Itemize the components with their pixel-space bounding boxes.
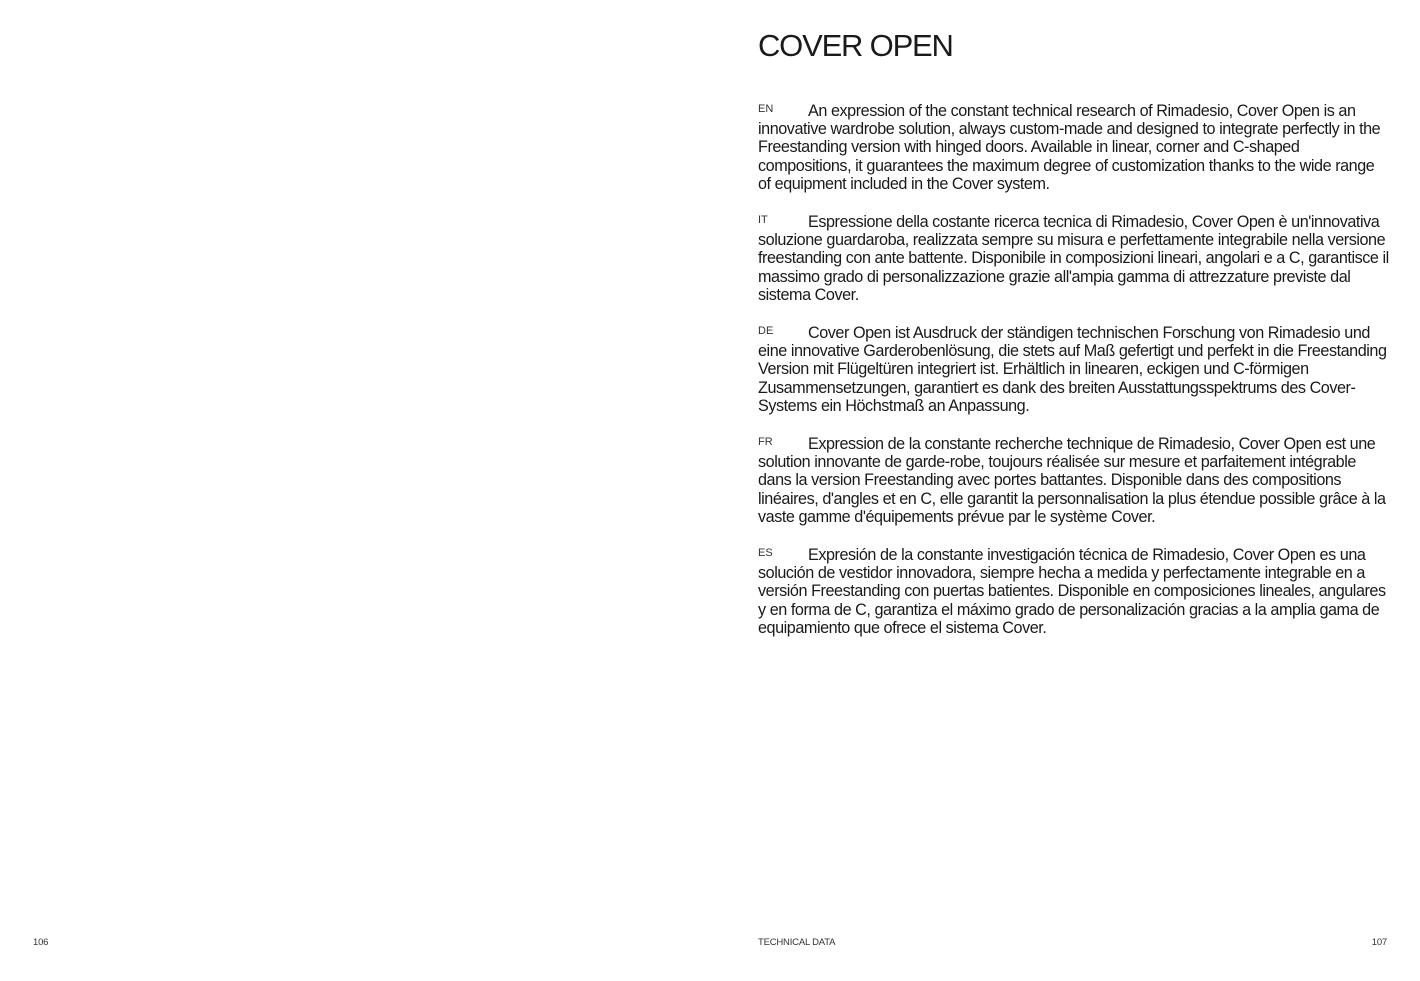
language-code-it: IT	[758, 214, 768, 227]
section-label: TECHNICAL DATA	[758, 937, 836, 948]
paragraph-it	[758, 211, 1390, 304]
page-title: COVER OPEN	[758, 28, 953, 63]
paragraph-text-de: Cover Open ist Ausdruck der ständigen technischen Forschung von Rimadesio und eine innovative Garderobenlösung, die stets auf Maß gefertigt und perfekt in die Freestanding Version mit Flügeltüren integriert ist. Erhältlich in linearen, eckigen und C-förmigen Zusammensetzungen, garantiert es dank des breiten Ausstattungsspektrums des Cover-Systems ein Höchstmaß an Anpassung.	[758, 324, 1387, 415]
language-code-fr: FR	[758, 436, 773, 449]
paragraph-text-es: Expresión de la constante investigación técnica de Rimadesio, Cover Open es una solución de vestidor innovadora, siempre hecha a medida y perfectamente integrable en a versión Freestanding con puertas batientes. Disponible en composiciones lineales, angulares y en forma de C, garantiza el máximo grado de personalización gracias a la amplia gama de equipamiento que ofrece el sistema Cover.	[758, 546, 1386, 637]
paragraph-text-it: Espressione della costante ricerca tecnica di Rimadesio, Cover Open è un'innovativa soluzione guardaroba, realizzata sempre su misura e perfettamente integrabile nella versione freestanding con ante battente. Disponibile in composizioni lineari, angolari e a C, garantisce il massimo grado di personalizzazione grazie all'ampia gamma di attrezzature previste dal sistema Cover.	[758, 213, 1389, 304]
right-page-number: 107	[1371, 937, 1387, 948]
paragraph-text-en: An expression of the constant technical research of Rimadesio, Cover Open is an innovative wardrobe solution, always custom-made and designed to integrate perfectly in the Freestanding version with hinged doors. Available in linear, corner and C-shaped compositions, it guarantees the maximum degree of customization thanks to the wide range of equipment included in the Cover system.	[758, 102, 1381, 193]
multilingual-description	[758, 100, 1390, 655]
paragraph-en	[758, 100, 1390, 193]
paragraph-text-fr: Expression de la constante recherche technique de Rimadesio, Cover Open est une solution innovante de garde-robe, toujours réalisée sur mesure et parfaitement intégrable dans la version Freestanding avec portes battantes. Disponible dans des compositions linéaires, d'angles et en C, elle garantit la personnalisation la plus étendue possible grâce à la vaste gamme d'équipements prévue par le système Cover.	[758, 435, 1386, 526]
left-page-number: 106	[33, 937, 49, 948]
paragraph-de	[758, 322, 1390, 415]
language-code-en: EN	[758, 103, 774, 115]
paragraph-fr	[758, 433, 1390, 526]
paragraph-es	[758, 544, 1390, 637]
language-code-de: DE	[758, 325, 774, 338]
language-code-es: ES	[758, 547, 773, 560]
